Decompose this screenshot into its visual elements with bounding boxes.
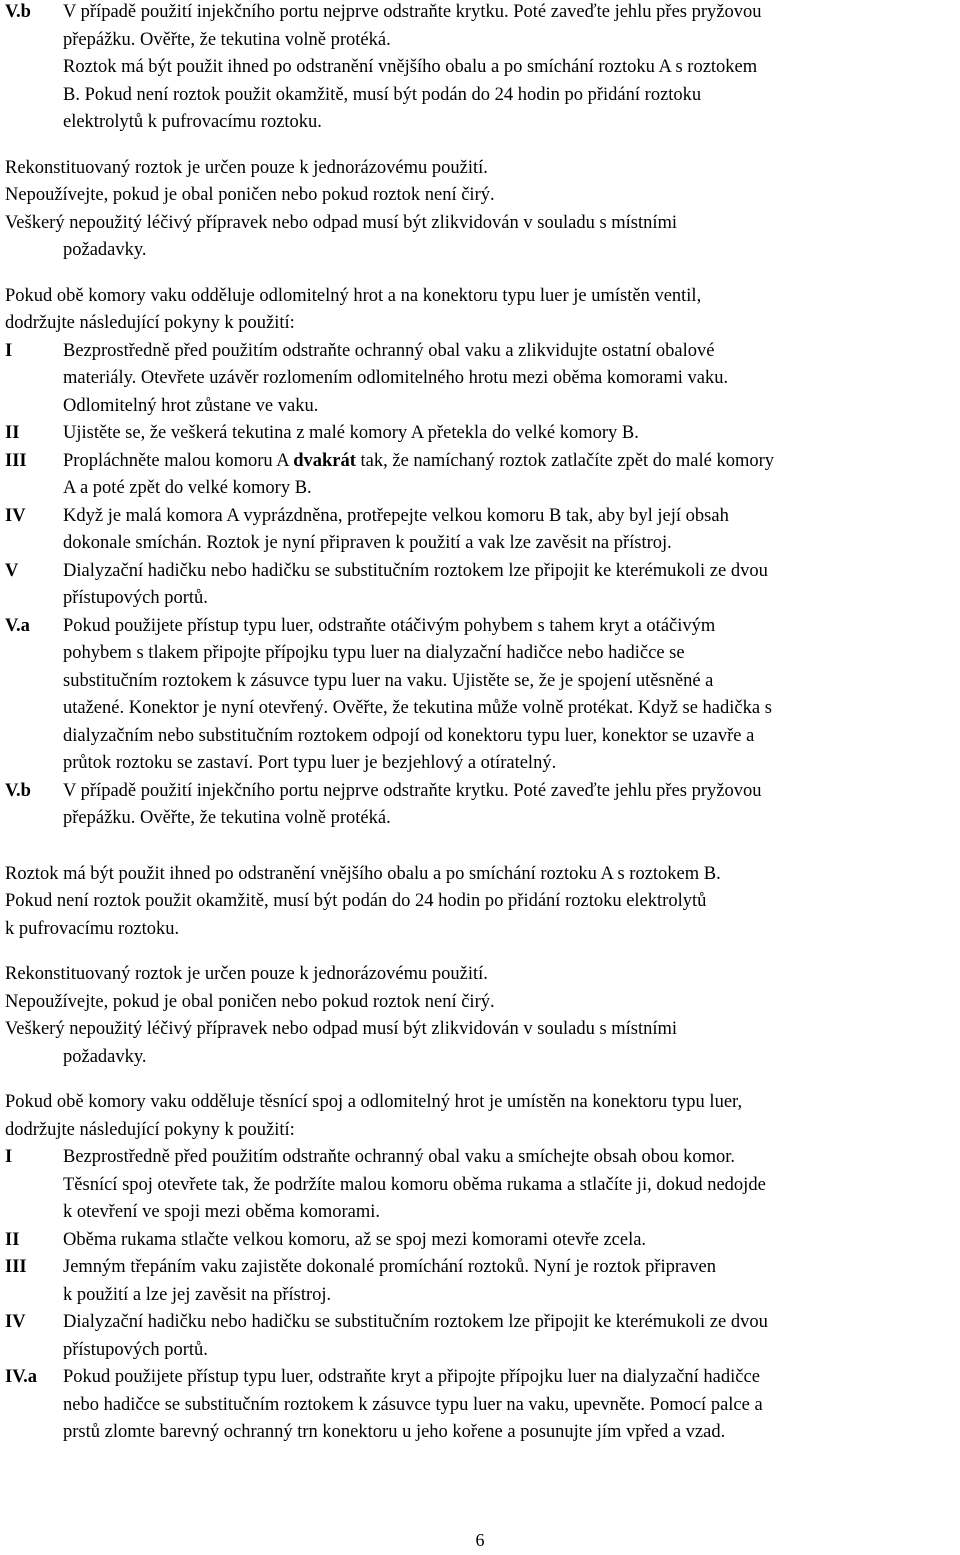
step-label: II: [5, 423, 20, 443]
text-line: V případě použití injekčního portu nejprve odstraňte krytku. Poté zaveďte jehlu přes pryžovou: [63, 780, 762, 801]
text-line: Roztok má být použit ihned po odstranění vnějšího obalu a po smíchání roztoku A s roztokem B.: [5, 863, 721, 884]
text-line: utažené. Konektor je nyní otevřený. Ověřte, že tekutina může volně protékat. Když se hadička s: [63, 698, 772, 718]
text-line: elektrolytů k pufrovacímu roztoku.: [63, 112, 322, 132]
instructions-luer-ventil: [5, 283, 955, 833]
step-label: IV.a: [5, 1367, 38, 1387]
text-line: požadavky.: [63, 1046, 147, 1067]
text-line: k použití a lze jej zavěsit na přístroj.: [63, 1284, 332, 1305]
text-line: Nepoužívejte, pokud je obal poničen nebo pokud roztok není čirý.: [5, 991, 495, 1012]
step-IV: [5, 1309, 955, 1364]
text-line: požadavky.: [63, 240, 147, 260]
intro-line: dodržujte následující pokyny k použití:: [5, 313, 295, 333]
text-line: Odlomitelný hrot zůstane ve vaku.: [63, 395, 319, 416]
step-V-a: [5, 613, 955, 778]
document-page: [5, 0, 955, 1447]
text-line: Rekonstituovaný roztok je určen pouze k jednorázovému použití.: [5, 157, 488, 178]
step-label: III: [5, 1257, 27, 1277]
text-line: pohybem s tlakem připojte přípojku typu luer na dialyzační hadičce nebo hadičce se: [63, 643, 685, 663]
page-number: 6: [475, 1530, 485, 1550]
text-line: Roztok má být použit ihned po odstranění vnějšího obalu a po smíchání roztoku A s roztokem: [63, 57, 758, 77]
step-III: [5, 448, 955, 503]
step-II: [5, 1227, 955, 1255]
text-line: prstů zlomte barevný ochranný trn konektoru u jeho kořene a posunujte jím vpřed a vzad.: [63, 1422, 726, 1442]
step-label: V.b: [5, 2, 31, 22]
step-II: [5, 420, 955, 448]
step-V-b: [5, 778, 955, 833]
text-line: přepážku. Ověřte, že tekutina volně protéká.: [63, 29, 391, 50]
step-IV-a: [5, 1364, 955, 1447]
text-line: Pokud použijete přístup typu luer, odstraňte otáčivým pohybem s tahem kryt a otáčivým: [63, 615, 716, 636]
text-line: Pokud použijete přístup typu luer, odstraňte kryt a připojte přípojku luer na dialyzační hadičce: [63, 1367, 760, 1387]
text-line: přístupových portů.: [63, 588, 208, 608]
text-line: Nepoužívejte, pokud je obal poničen nebo pokud roztok není čirý.: [5, 185, 495, 205]
text-line: V případě použití injekčního portu nejprve odstraňte krytku. Poté zaveďte jehlu přes pryžovou: [63, 2, 762, 22]
step-label: II: [5, 1229, 20, 1250]
step-label: V.b: [5, 780, 31, 801]
text-line: k pufrovacímu roztoku.: [5, 918, 180, 939]
text-line: Rekonstituovaný roztok je určen pouze k jednorázovému použití.: [5, 964, 488, 984]
text-span: tak, že namíchaný roztok zatlačíte zpět do malé komory: [355, 450, 775, 471]
bold-word: dvakrát: [293, 450, 356, 471]
disposal-note-1: [5, 155, 955, 265]
step-label: III: [5, 450, 27, 471]
text-line: přepážku. Ověřte, že tekutina volně protéká.: [63, 808, 391, 828]
step-label: I: [5, 340, 13, 361]
text-line: k otevření ve spoji mezi oběma komorami.: [63, 1202, 380, 1222]
text-line: Ujistěte se, že veškerá tekutina z malé komory A přetekla do velké komory B.: [63, 423, 639, 443]
text-line: Dialyzační hadičku nebo hadičku se substitučním roztokem lze připojit ke kterémukoli ze dvou: [63, 560, 768, 581]
step-label: V: [5, 560, 19, 581]
text-line: Oběma rukama stlačte velkou komoru, až se spoj mezi komorami otevře zcela.: [63, 1229, 647, 1250]
text-line: [63, 448, 955, 476]
text-line: materiály. Otevřete uzávěr rozlomením odlomitelného hrotu mezi oběma komorami vaku.: [63, 368, 729, 388]
step-I: [5, 338, 955, 421]
text-line: dokonale smíchán. Roztok je nyní připraven k použití a vak lze zavěsit na přístroj.: [63, 533, 672, 553]
text-line: B. Pokud není roztok použit okamžitě, musí být podán do 24 hodin po přidání roztoku: [63, 84, 702, 105]
step-label: V.a: [5, 615, 30, 636]
step-V: [5, 558, 955, 613]
instructions-tesnici-spoj: [5, 1089, 955, 1447]
text-line: Veškerý nepoužitý léčivý přípravek nebo odpad musí být zlikvidován v souladu s místními: [5, 1019, 678, 1039]
usage-note: [5, 861, 955, 944]
text-line: průtok roztoku se zastaví. Port typu luer je bezjehlový a otíratelný.: [63, 753, 557, 773]
step-text: [63, 0, 955, 137]
text-line: Bezprostředně před použitím odstraňte ochranný obal vaku a zlikvidujte ostatní obalové: [63, 340, 715, 361]
step-label: I: [5, 1147, 13, 1167]
text-line: přístupových portů.: [63, 1339, 208, 1360]
text-line: Pokud není roztok použit okamžitě, musí být podán do 24 hodin po přidání roztoku elektrolytů: [5, 891, 707, 911]
intro-line: dodržujte následující pokyny k použití:: [5, 1119, 295, 1140]
text-line: A a poté zpět do velké komory B.: [63, 478, 312, 498]
text-line: nebo hadičce se substitučním roztokem k zásuvce typu luer na vaku, upevněte. Pomocí palce a: [63, 1394, 763, 1415]
text-line: Když je malá komora A vyprázdněna, protřepejte velkou komoru B tak, aby byl její obsah: [63, 505, 729, 526]
text-line: dialyzačním nebo substitučním roztokem odpojí od konektoru typu luer, konektor se uzavře a: [63, 725, 755, 746]
step-III: [5, 1254, 955, 1309]
step-I: [5, 1144, 955, 1227]
step-label: IV: [5, 1312, 26, 1332]
text-line: Jemným třepáním vaku zajistěte dokonalé promíchání roztoků. Nyní je roztok připraven: [63, 1257, 716, 1277]
text-line: Bezprostředně před použitím odstraňte ochranný obal vaku a smíchejte obsah obou komor.: [63, 1147, 735, 1167]
text-line: Dialyzační hadičku nebo hadičku se substitučním roztokem lze připojit ke kterémukoli ze dvou: [63, 1312, 768, 1332]
text-line: Těsnící spoj otevřete tak, že podržíte malou komoru oběma rukama a stlačíte ji, dokud nedojde: [63, 1174, 766, 1195]
intro-line: Pokud obě komory vaku odděluje těsnící spoj a odlomitelný hrot je umístěn na konektoru typu luer,: [5, 1092, 743, 1112]
intro-line: Pokud obě komory vaku odděluje odlomitelný hrot a na konektoru typu luer je umístěn ventil,: [5, 285, 702, 306]
text-span: Propláchněte malou komoru A: [63, 450, 294, 471]
text-line: substitučním roztokem k zásuvce typu luer na vaku. Ujistěte se, že je spojení utěsněné a: [63, 670, 714, 691]
step-label: IV: [5, 505, 26, 526]
text-line: Veškerý nepoužitý léčivý přípravek nebo odpad musí být zlikvidován v souladu s místními: [5, 212, 678, 233]
step-v-b-top: [5, 0, 955, 137]
disposal-note-2: [5, 961, 955, 1071]
step-IV: [5, 503, 955, 558]
